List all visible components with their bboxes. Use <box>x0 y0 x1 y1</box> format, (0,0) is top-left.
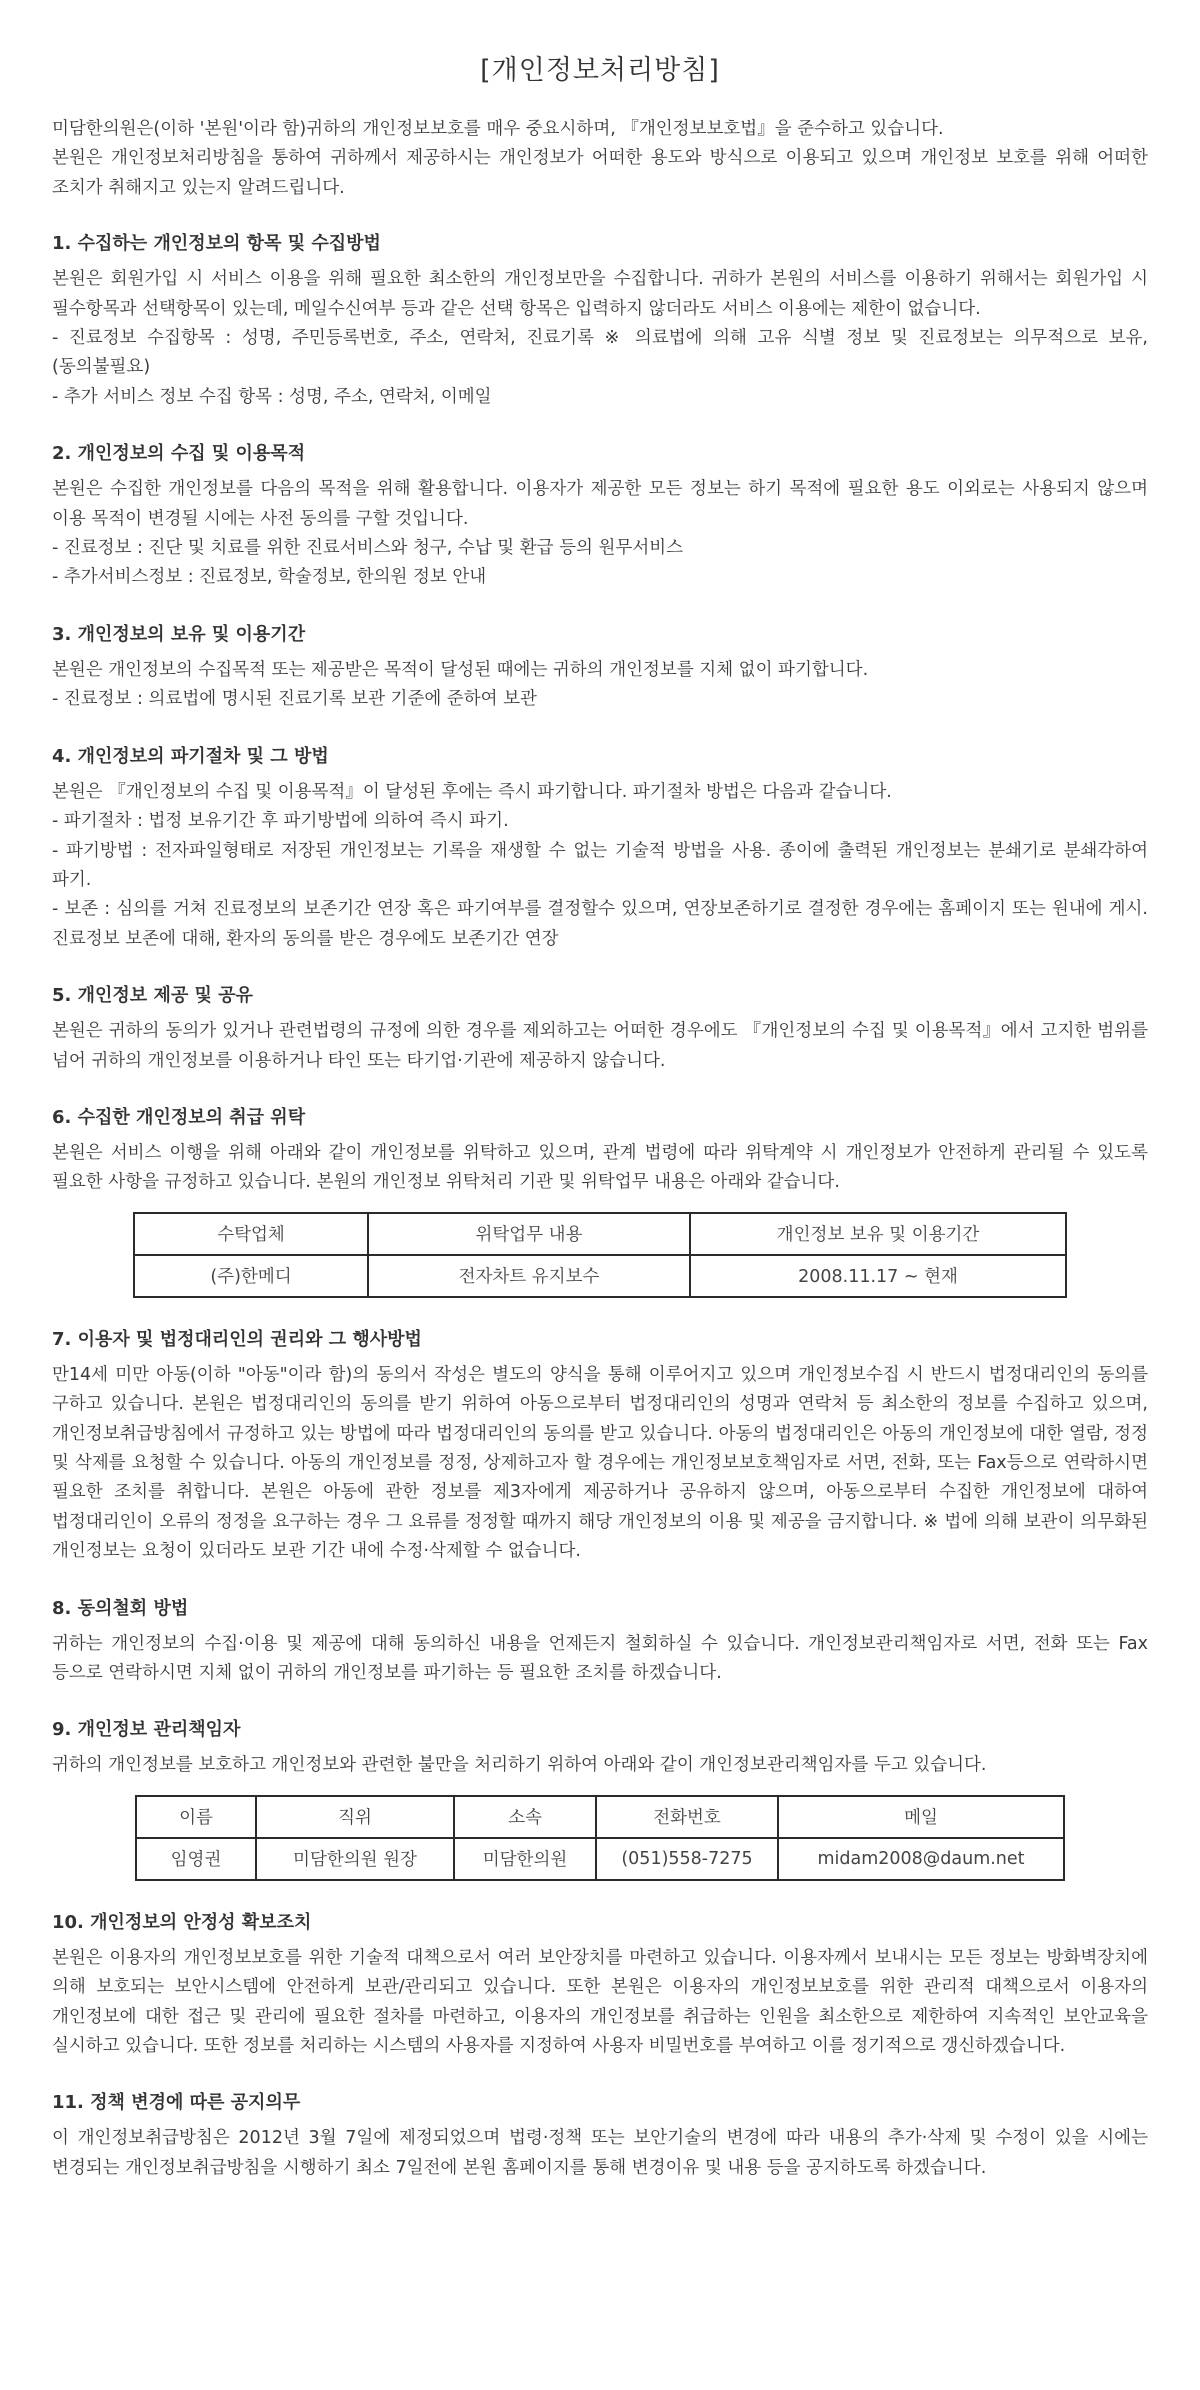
section-text: 귀하의 개인정보를 보호하고 개인정보와 관련한 불만을 처리하기 위하여 아래와 같이 개인정보관리책임자를 두고 있습니다. <box>52 1755 987 1776</box>
section-heading: 5. 개인정보 제공 및 공유 <box>52 985 253 1007</box>
section-9 <box>52 1715 1148 1880</box>
section-text: 이 개인정보취급방침은 2012년 3월 7일에 제정되었으며 법령·정책 또는 보안기술의 변경에 따라 내용의 추가·삭제 및 수정이 있을 시에는 변경되는 개인정보취급방침을 시행하기 최소 7일전에 본원 홈페이지를 통해 변경이유 및 내용 등을 공지하도록 하겠습니다. <box>52 2128 1148 2178</box>
table-cell: 미담한의원 <box>454 1838 596 1880</box>
section-2 <box>52 439 1148 593</box>
section-text: 본원은 개인정보의 수집목적 또는 제공받은 목적이 달성된 때에는 귀하의 개인정보를 지체 없이 파기합니다. <box>52 659 869 680</box>
table-header-cell: 위탁업무 내용 <box>368 1213 690 1255</box>
table-header-cell: 개인정보 보유 및 이용기간 <box>690 1213 1066 1255</box>
table-cell: 임영권 <box>136 1838 256 1880</box>
section-text: - 진료정보 : 의료법에 명시된 진료기록 보관 기준에 준하여 보관 <box>52 689 537 710</box>
section-text: 본원은 회원가입 시 서비스 이용을 위해 필요한 최소한의 개인정보만을 수집합니다. 귀하가 본원의 서비스를 이용하기 위해서는 회원가입 시 필수항목과 선택항목이 있는데, 메일수신여부 등과 같은 선택 항목은 입력하지 않더라도 서비스 이용에는 제한이 없습니다. <box>52 269 1148 319</box>
table-header-cell: 수탁업체 <box>134 1213 368 1255</box>
section-heading: 11. 정책 변경에 따른 공지의무 <box>52 2092 301 2114</box>
section-text: - 진료정보 수집항목 : 성명, 주민등록번호, 주소, 연락처, 진료기록 ※ 의료법에 의해 고유 식별 정보 및 진료정보는 의무적으로 보유, (동의불필요) <box>52 328 1148 378</box>
section-text: 본원은 귀하의 동의가 있거나 관련법령의 규정에 의한 경우를 제외하고는 어떠한 경우에도 『개인정보의 수집 및 이용목적』에서 고지한 범위를 넘어 귀하의 개인정보를 이용하거나 타인 또는 타기업·기관에 제공하지 않습니다. <box>52 1021 1148 1071</box>
intro-line: 미담한의원은(이하 '본원'이라 함)귀하의 개인정보보호를 매우 중요시하며, 『개인정보보호법』을 준수하고 있습니다. <box>52 119 944 139</box>
table-cell: (051)558-7275 <box>596 1838 778 1880</box>
section-heading: 7. 이용자 및 법정대리인의 권리와 그 행사방법 <box>52 1328 422 1350</box>
section-text: - 추가서비스정보 : 진료정보, 학술정보, 한의원 정보 안내 <box>52 567 487 588</box>
section-3 <box>52 620 1148 715</box>
section-text: 본원은 수집한 개인정보를 다음의 목적을 위해 활용합니다. 이용자가 제공한 모든 정보는 하기 목적에 필요한 용도 이외로는 사용되지 않으며 이용 목적이 변경될 시에는 사전 동의를 구할 것입니다. <box>52 479 1148 529</box>
table-cell: (주)한메디 <box>134 1255 368 1297</box>
section-heading: 10. 개인정보의 안정성 확보조치 <box>52 1911 312 1933</box>
table-header-cell: 소속 <box>454 1796 596 1838</box>
section-heading: 9. 개인정보 관리책임자 <box>52 1719 241 1741</box>
table-cell: 전자차트 유지보수 <box>368 1255 690 1297</box>
section-5 <box>52 981 1148 1076</box>
table-header-cell: 메일 <box>778 1796 1064 1838</box>
section-text: 본원은 이용자의 개인정보보호를 위한 기술적 대책으로서 여러 보안장치를 마련하고 있습니다. 이용자께서 보내시는 모든 정보는 방화벽장치에 의해 보호되는 보안시스템에 안전하게 보관/관리되고 있습니다. 또한 본원은 이용자의 개인정보보호를 위한 관리적 대책으로서 이용자의 개인정보에 대한 접근 및 관리에 필요한 절차를 마련하고, 이용자의 개인정보를 취급하는 인원을 최소한으로 제한하여 지속적인 보안교육을 실시하고 있습니다. 또한 정보를 처리하는 시스템의 사용자를 지정하여 사용자 비밀번호를 부여하고 이를 정기적으로 갱신하겠습니다. <box>52 1947 1148 2057</box>
section-text: 본원은 『개인정보의 수집 및 이용목적』이 달성된 후에는 즉시 파기합니다. 파기절차 방법은 다음과 같습니다. <box>52 781 892 802</box>
section-8 <box>52 1594 1148 1689</box>
section-6 <box>52 1103 1148 1298</box>
section-heading: 1. 수집하는 개인정보의 항목 및 수집방법 <box>52 233 381 255</box>
section-7 <box>52 1325 1148 1567</box>
table-cell: 미담한의원 원장 <box>256 1838 454 1880</box>
section-heading: 6. 수집한 개인정보의 취급 위탁 <box>52 1106 306 1128</box>
section-text: - 파기방법 : 전자파일형태로 저장된 개인정보는 기록을 재생할 수 없는 기술적 방법을 사용. 종이에 출력된 개인정보는 분쇄기로 분쇄각하여 파기. <box>52 840 1148 890</box>
section-1 <box>52 229 1148 412</box>
section-text: - 진료정보 : 진단 및 치료를 위한 진료서비스와 청구, 수납 및 환급 등의 원무서비스 <box>52 538 684 559</box>
table-row <box>134 1255 1066 1297</box>
table-header-row <box>134 1213 1066 1255</box>
page-title: [개인정보처리방침] <box>480 55 720 86</box>
email-cell: midam2008@daum.net <box>778 1838 1064 1880</box>
section-heading: 2. 개인정보의 수집 및 이용목적 <box>52 443 306 465</box>
table-header-cell: 전화번호 <box>596 1796 778 1838</box>
table-cell: 2008.11.17 ~ 현재 <box>690 1255 1066 1297</box>
section-text: 귀하는 개인정보의 수집·이용 및 제공에 대해 동의하신 내용을 언제든지 철회하실 수 있습니다. 개인정보관리책임자로 서면, 전화 또는 Fax 등으로 연락하시면 지체 없이 귀하의 개인정보를 파기하는 등 필요한 조치를 하겠습니다. <box>52 1633 1148 1683</box>
section-text: 만14세 미만 아동(이하 "아동"이라 함)의 동의서 작성은 별도의 양식을 통해 이루어지고 있으며 개인정보수집 시 반드시 법정대리인의 동의를 구하고 있습니다. 본원은 법정대리인의 동의를 받기 위하여 아동으로부터 법정대리인의 성명과 연락처 등 최소한의 정보를 수집하고 있으며, 개인정보취급방침에서 규정하고 있는 방법에 따라 법정대리인의 동의를 받고 있습니다. 아동의 법정대리인은 아동의 개인정보에 대한 열람, 정정 및 삭제를 요청할 수 있습니다. 아동의 개인정보를 정정, 상제하고자 할 경우에는 개인정보보호책임자로 서면, 전화, 또는 Fax등으로 연락하시면 필요한 조치를 취합니다. 본원은 아동에 관한 정보를 제3자에게 제공하거나 공유하지 않으며, 아동으로부터 수집한 개인정보에 대하여 법정대리인이 오류의 정정을 요구하는 경우 그 요류를 정정할 때까지 해당 개인정보의 이용 및 제공을 금지합니다. ※ 법에 의해 보관이 의무화된 개인정보는 요청이 있더라도 보관 기간 내에 수정·삭제할 수 없습니다. <box>52 1364 1148 1562</box>
section-11 <box>52 2088 1148 2183</box>
section-heading: 8. 동의철회 방법 <box>52 1597 189 1619</box>
table-header-row <box>136 1796 1064 1838</box>
section-heading: 3. 개인정보의 보유 및 이용기간 <box>52 623 306 645</box>
intro-line: 본원은 개인정보처리방침을 통하여 귀하께서 제공하시는 개인정보가 어떠한 용도와 방식으로 이용되고 있으며 개인정보 보호를 위해 어떠한 조치가 취해지고 있는지 알려드립니다. <box>52 148 1148 198</box>
section-text: - 추가 서비스 정보 수집 항목 : 성명, 주소, 연락처, 이메일 <box>52 386 492 407</box>
section-10 <box>52 1908 1148 2062</box>
section-4 <box>52 742 1148 954</box>
table-header-cell: 직위 <box>256 1796 454 1838</box>
intro <box>52 115 1148 203</box>
section-text: - 보존 : 심의를 거쳐 진료정보의 보존기간 연장 혹은 파기여부를 결정할수 있으며, 연장보존하기로 결정한 경우에는 홈페이지 또는 원내에 게시. 진료정보 보존에 대해, 환자의 동의를 받은 경우에도 보존기간 연장 <box>52 899 1148 949</box>
section-text: - 파기절차 : 법정 보유기간 후 파기방법에 의하여 즉시 파기. <box>52 811 509 832</box>
table-row <box>136 1838 1064 1880</box>
section-heading: 4. 개인정보의 파기절차 및 그 방법 <box>52 745 329 767</box>
manager-table <box>135 1795 1065 1881</box>
outsourcing-table <box>133 1212 1067 1298</box>
section-text: 본원은 서비스 이행을 위해 아래와 같이 개인정보를 위탁하고 있으며, 관계 법령에 따라 위탁계약 시 개인정보가 안전하게 관리될 수 있도록 필요한 사항을 규정하고 있습니다. 본원의 개인정보 위탁처리 기관 및 위탁업무 내용은 아래와 같습니다. <box>52 1142 1148 1193</box>
table-header-cell: 이름 <box>136 1796 256 1838</box>
